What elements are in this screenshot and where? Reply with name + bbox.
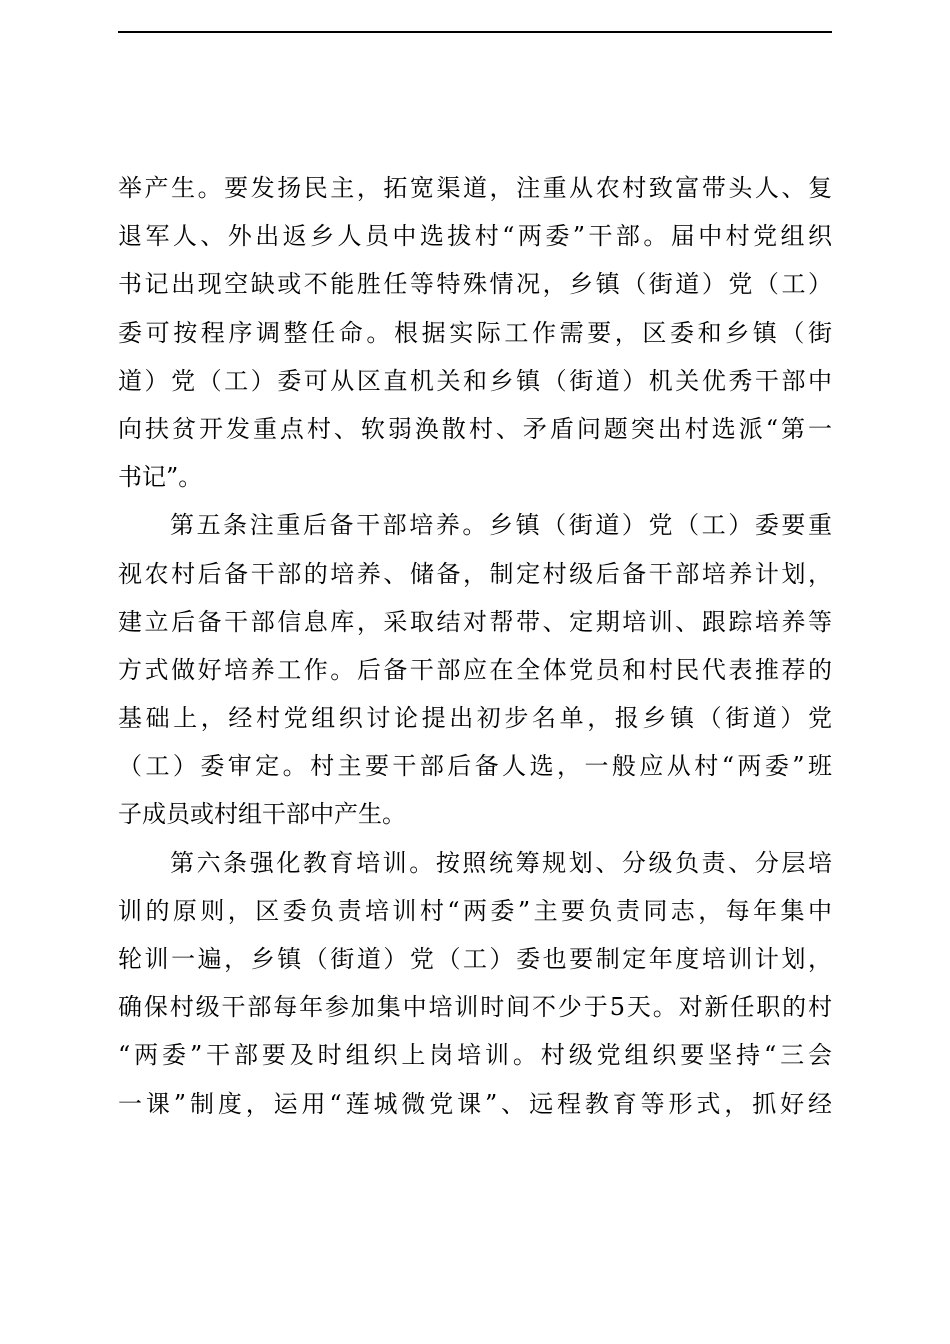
text-line: 一课”制度，运用“莲城微党课”、远程教育等形式，抓好经	[118, 1089, 832, 1118]
text-line: 委可按程序调整任命。根据实际工作需要，区委和乡镇（街	[118, 318, 832, 347]
text-line: 子成员或村组干部中产生。	[118, 800, 406, 829]
text-line: 第六条强化教育培训。按照统筹规划、分级负责、分层培	[170, 848, 832, 877]
text-line: 基础上，经村党组织讨论提出初步名单，报乡镇（街道）党	[118, 704, 832, 733]
document-body	[118, 164, 832, 1128]
text-line: 确保村级干部每年参加集中培训时间不少于5天。对新任职的村	[118, 993, 832, 1022]
text-line: 道）党（工）委可从区直机关和乡镇（街道）机关优秀干部中	[118, 366, 832, 395]
text-line: “两委”干部要及时组织上岗培训。村级党组织要坚持“三会	[118, 1041, 832, 1070]
text-line: 向扶贫开发重点村、软弱涣散村、矛盾问题突出村选派“第一	[118, 414, 832, 443]
text-line: 第五条注重后备干部培养。乡镇（街道）党（工）委要重	[170, 511, 832, 540]
header-rule	[118, 31, 832, 33]
text-line: （工）委审定。村主要干部后备人选，一般应从村“两委”班	[118, 752, 832, 781]
text-line: 书记”。	[118, 463, 203, 492]
text-line: 轮训一遍，乡镇（街道）党（工）委也要制定年度培训计划，	[118, 945, 832, 973]
text-line: 视农村后备干部的培养、储备，制定村级后备干部培养计划，	[118, 559, 832, 588]
text-line: 举产生。要发扬民主，拓宽渠道，注重从农村致富带头人、复	[118, 174, 832, 202]
text-line: 方式做好培养工作。后备干部应在全体党员和村民代表推荐的	[118, 655, 832, 684]
text-line: 退军人、外出返乡人员中选拔村“两委”干部。届中村党组织	[118, 222, 832, 251]
text-line: 建立后备干部信息库，采取结对帮带、定期培训、跟踪培养等	[118, 607, 832, 636]
text-line: 书记出现空缺或不能胜任等特殊情况，乡镇（街道）党（工）	[118, 270, 832, 299]
text-line: 训的原则，区委负责培训村“两委”主要负责同志，每年集中	[118, 896, 832, 925]
